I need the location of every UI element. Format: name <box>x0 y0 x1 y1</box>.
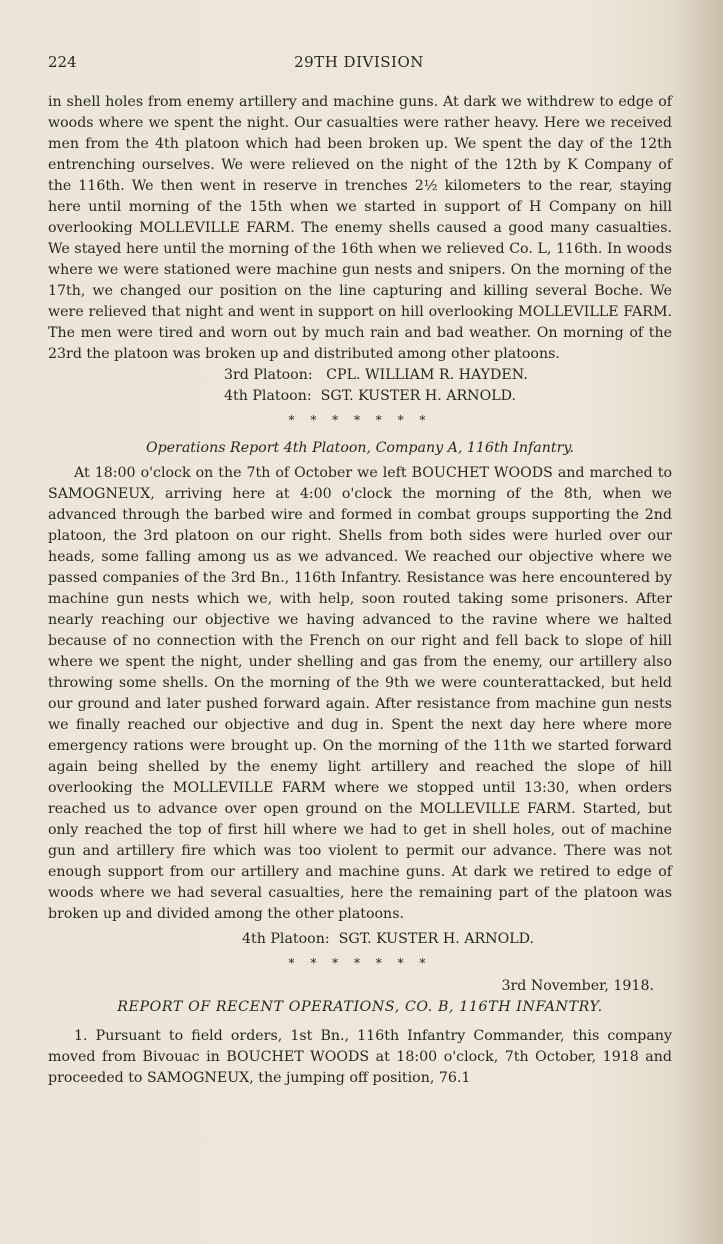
section-divider: * * * * * * * <box>288 413 432 427</box>
signature-3rd-platoon: 3rd Platoon: CPL. WILLIAM R. HAYDEN. <box>224 367 528 383</box>
section-divider-second: * * * * * * * <box>288 956 432 970</box>
report-title-co-b: REPORT OF RECENT OPERATIONS, CO. B, 116TH INFANTRY. <box>117 999 603 1015</box>
signature-4th-platoon-second: 4th Platoon: SGT. KUSTER H. ARNOLD. <box>242 931 535 947</box>
running-head: 29TH DIVISION <box>294 53 424 71</box>
report-date: 3rd November, 1918. <box>501 978 654 994</box>
page-header <box>48 53 670 75</box>
signature-4th-platoon: 4th Platoon: SGT. KUSTER H. ARNOLD. <box>224 388 517 404</box>
section-title-4th-platoon: Operations Report 4th Platoon, Company A, 116th Infantry. <box>145 440 575 456</box>
paragraph-co-b-report: 1. Pursuant to field orders, 1st Bn., 116th Infantry Commander, this company moved from Bivouac in BOUCHET WOODS at 18:00 o'clock, 7th October, 1918 and proceeded to SAMOGNEUX, the jumping off position, 76.1 <box>48 1028 672 1086</box>
paragraph-4th-platoon-report: At 18:00 o'clock on the 7th of October we left BOUCHET WOODS and marched to SAMOGNEUX, arriving here at 4:00 o'clock the morning of the 8th, when we advanced through the barbed wire and formed in combat groups supporting the 2nd platoon, the 3rd platoon on our right. Shells from both sides were hurled over our heads, some falling among us as we advanced. We reached our objective where we passed companies of the 3rd Bn., 116th Infantry. Resistance was here encountered by machine gun nests which we, with help, soon routed taking some prisoners. After nearly reaching our objective we having advanced to the ravine where we halted because of no connection with the French on our right and fell back to slope of hill where we spent the night, under shelling and gas from the enemy, our artillery also throwing some shells. On the morning of the 9th we were counterattacked, but held our ground and later pushed forward again. After resistance from machine gun nests we finally reached our objective and dug in. Spent the next day here where more emergency rations were brought up. On the morning of the 11th we started forward again being shelled by the enemy light artillery and reached the slope of hill overlooking the MOLLEVILLE FARM where we stopped until 13:30, when orders reached us to advance over open ground on the MOLLEVILLE FARM. Started, but only reached the top of first hill where we had to get in shell holes, out of machine gun and artillery fire which was too violent to permit our advance. There was not enough support from our artillery and machine guns. At dark we retired to edge of woods where we had several casualties, here the remaining part of the platoon was broken up and divided among the other platoons. <box>48 465 672 922</box>
paragraph-3rd-platoon-continued: in shell holes from enemy artillery and machine guns. At dark we withdrew to edge of woods where we spent the night. Our casualties were rather heavy. Here we received men from the 4th platoon which had been broken up. We spent the day of the 12th entrenching ourselves. We were relieved on the night of the 12th by K Company of the 116th. We then went in reserve in trenches 2½ kilometers to the rear, staying here until morning of the 15th when we started in support of H Company on hill overlooking MOLLEVILLE FARM. The enemy shells caused a good many casualties. We stayed here until the morning of the 16th when we relieved Co. L, 116th. In woods where we were stationed were machine gun nests and snipers. On the morning of the 17th, we changed our position on the line capturing and killing several Boche. We were relieved that night and went in support on hill overlooking MOLLEVILLE FARM. The men were tired and worn out by much rain and bad weather. On morning of the 23rd the platoon was broken up and distributed among other platoons. <box>48 94 672 362</box>
page-body <box>48 92 672 1089</box>
page-number: 224 <box>48 53 77 71</box>
